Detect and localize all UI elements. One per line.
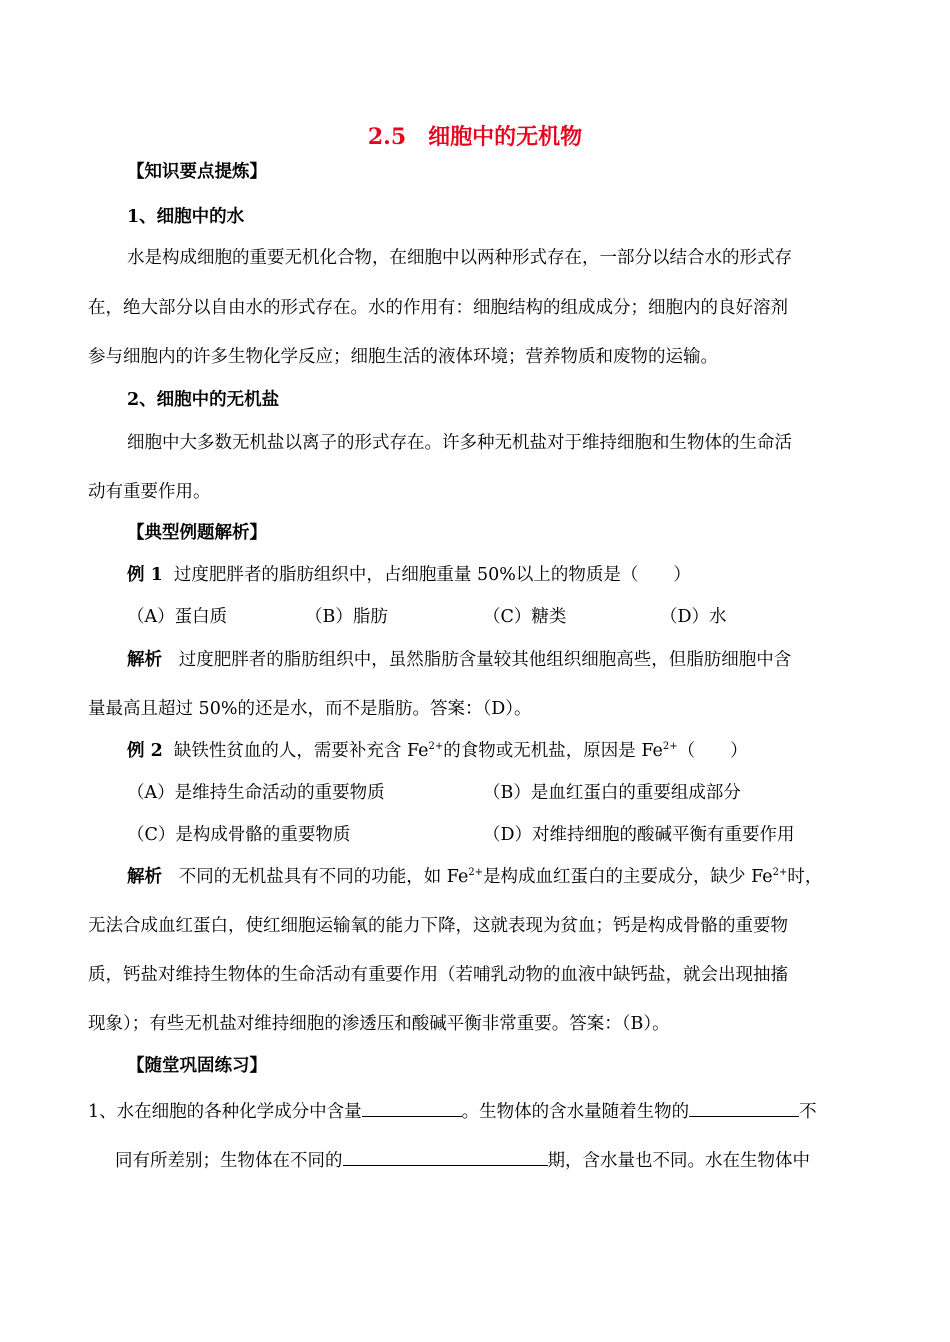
example1-option-d: （D）水: [660, 607, 727, 627]
water-paragraph-line: 水是构成细胞的重要无机化合物，在细胞中以两种形式存在，一部分以结合水的形式存: [127, 248, 792, 268]
water-paragraph-line: 在，绝大部分以自由水的形式存在。水的作用有：细胞结构的组成成分；细胞内的良好溶剂: [88, 298, 788, 318]
example2-analysis: [127, 865, 822, 889]
example1-analysis-text: 过度肥胖者的脂肪组织中，虽然脂肪含量较其他组织细胞高些，但脂肪细胞中含: [178, 650, 792, 670]
page-title: 2.5 细胞中的无机物: [367, 124, 583, 150]
example1-question-text: 过度肥胖者的脂肪组织中，占细胞重量 50%以上的物质是（ ）: [173, 565, 691, 585]
example2-option-a: （A）是维持生命活动的重要物质: [127, 783, 385, 803]
example2-analysis-line: 现象）；有些无机盐对维持细胞的渗透压和酸碱平衡非常重要。答案：（B）。: [88, 1014, 670, 1034]
ion-charge: 2+: [468, 867, 484, 879]
example2-question-text: 的食物或无机盐，原因是 Fe: [443, 741, 663, 761]
practice-heading: 【随堂巩固练习】: [127, 1056, 267, 1076]
example1-option-c: （C）糖类: [483, 607, 567, 627]
fill-blank[interactable]: [689, 1098, 799, 1117]
practice-text: 期，含水量也不同。水在生物体中: [547, 1151, 810, 1171]
salt-paragraph-line: 动有重要作用。: [88, 482, 211, 502]
water-heading: 1、细胞中的水: [127, 207, 245, 227]
practice-text: 不: [799, 1102, 817, 1122]
example1-analysis-line: 量最高且超过 50%的还是水，而不是脂肪。答案：（D）。: [88, 699, 532, 719]
fill-blank[interactable]: [362, 1098, 462, 1117]
example2-label: 例 2: [127, 741, 163, 761]
example2-option-d: （D）对维持细胞的酸碱平衡有重要作用: [483, 825, 795, 845]
fill-blank[interactable]: [343, 1147, 548, 1166]
ion-charge: 2+: [772, 867, 788, 879]
salt-heading: 2、细胞中的无机盐: [127, 390, 280, 410]
practice-question-1-cont: [115, 1147, 810, 1173]
example2-question-text: （ ）: [677, 741, 748, 761]
example2-option-c: （C）是构成骨骼的重要物质: [127, 825, 351, 845]
example2-analysis-text: 不同的无机盐具有不同的功能，如 Fe: [178, 867, 469, 887]
example1-option-b: （B）脂肪: [305, 607, 388, 627]
practice-text: 。生物体的含水量随着生物的: [461, 1102, 690, 1122]
example2-analysis-text: 是构成血红蛋白的主要成分，缺少 Fe: [483, 867, 773, 887]
example2-analysis-line: 无法合成血红蛋白，使红细胞运输氧的能力下降，这就表现为贫血；钙是构成骨骼的重要物: [88, 916, 788, 936]
example1-question: [127, 563, 691, 587]
example2-question: [127, 739, 748, 763]
example1-analysis: [127, 648, 791, 672]
example2-analysis-text: 时，: [787, 867, 823, 887]
example2-option-b: （B）是血红蛋白的重要组成部分: [483, 783, 741, 803]
example1-analysis-label: 解析: [127, 650, 162, 670]
practice-text: 同有所差别；生物体在不同的: [115, 1151, 343, 1171]
ion-charge: 2+: [428, 741, 444, 753]
example2-analysis-line: 质，钙盐对维持生物体的生命活动有重要作用（若哺乳动物的血液中缺钙盐，就会出现抽搐: [88, 965, 788, 985]
practice-question-1: [88, 1098, 817, 1124]
example2-question-text: 缺铁性贫血的人，需要补充含 Fe: [173, 741, 429, 761]
example1-label: 例 1: [127, 565, 163, 585]
example2-analysis-label: 解析: [127, 867, 162, 887]
knowledge-heading: 【知识要点提炼】: [127, 162, 267, 182]
practice-text: 1、水在细胞的各种化学成分中含量: [88, 1102, 362, 1122]
water-paragraph-line: 参与细胞内的许多生物化学反应；细胞生活的液体环境；营养物质和废物的运输。: [88, 347, 718, 367]
salt-paragraph-line: 细胞中大多数无机盐以离子的形式存在。许多种无机盐对于维持细胞和生物体的生命活: [127, 433, 792, 453]
ion-charge: 2+: [662, 741, 678, 753]
example1-option-a: （A）蛋白质: [127, 607, 228, 627]
examples-heading: 【典型例题解析】: [127, 523, 267, 543]
